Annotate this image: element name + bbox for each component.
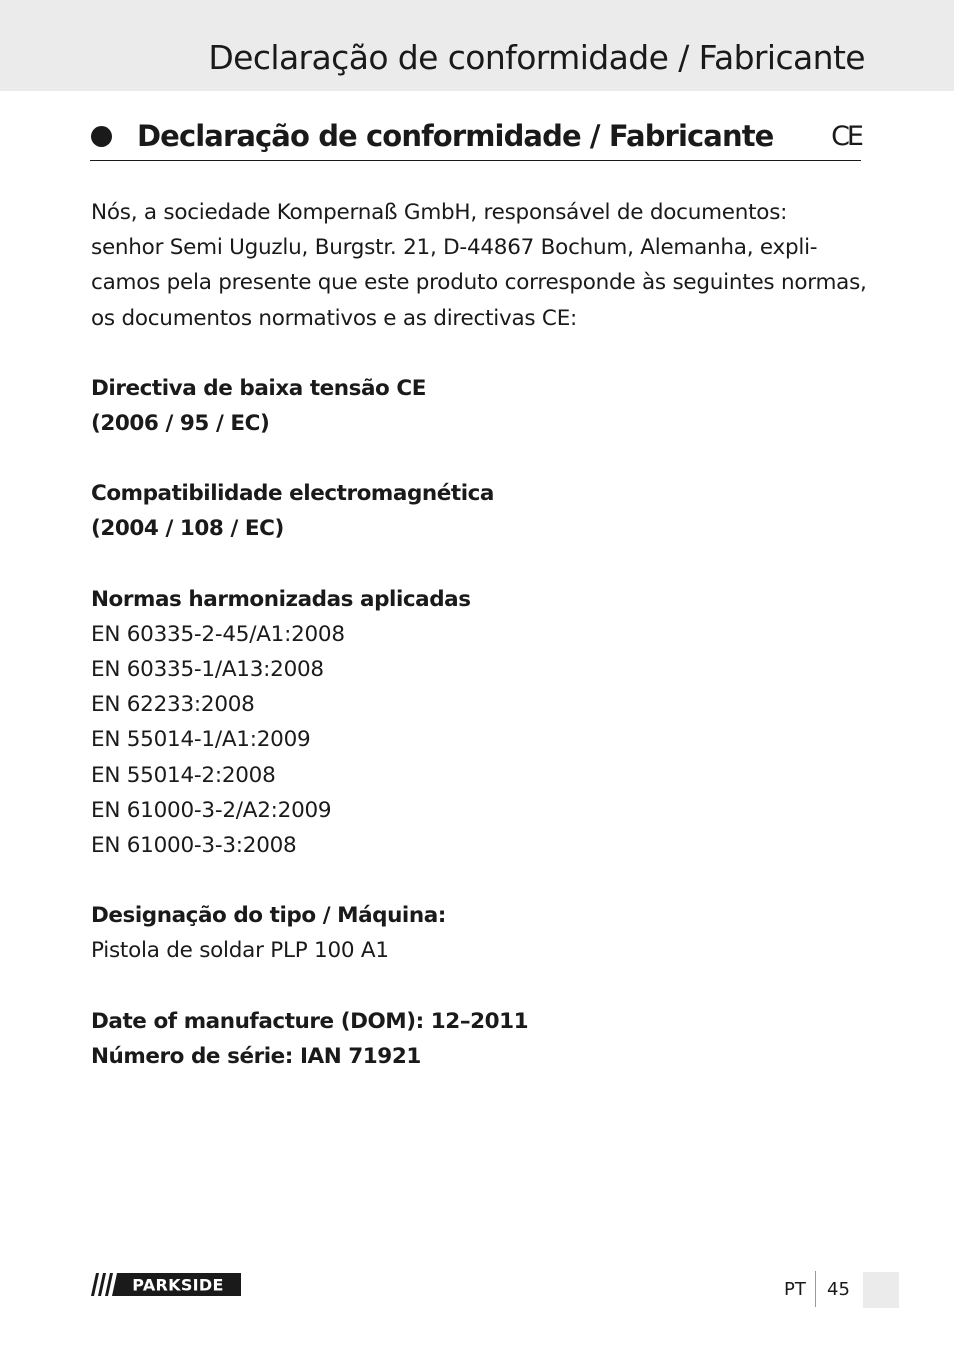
brand-text: PARKSIDE bbox=[132, 1275, 224, 1295]
designation-value: Pistola de soldar PLP 100 A1 bbox=[91, 938, 389, 964]
page-header-title: Declaração de conformidade / Fabricante bbox=[208, 38, 865, 77]
emc-code: (2004 / 108 / EC) bbox=[91, 516, 284, 542]
section-title: Declaração de conformidade / Fabricante bbox=[137, 119, 774, 153]
standard-item: EN 60335-1/A13:2008 bbox=[91, 657, 324, 683]
language-code: PT bbox=[784, 1279, 806, 1300]
intro-line: os documentos normativos e as directivas CE: bbox=[91, 305, 578, 331]
bullet-icon bbox=[91, 126, 112, 147]
standard-item: EN 55014-2:2008 bbox=[91, 762, 276, 788]
ce-mark-icon: CE bbox=[831, 121, 861, 152]
declaration-content bbox=[91, 195, 871, 1074]
designation-label: Designação do tipo / Máquina: bbox=[91, 903, 446, 929]
standard-item: EN 62233:2008 bbox=[91, 692, 255, 718]
standard-item: EN 61000-3-3:2008 bbox=[91, 833, 297, 859]
intro-line: senhor Semi Uguzlu, Burgstr. 21, D-44867 Bochum, Alemanha, expli- bbox=[91, 235, 818, 261]
page-tab-marker bbox=[863, 1272, 899, 1308]
section-heading bbox=[90, 118, 861, 161]
lvd-heading: Directiva de baixa tensão CE bbox=[91, 375, 426, 401]
intro-line: camos pela presente que este produto corresponde às seguintes normas, bbox=[91, 270, 867, 296]
page-number: 45 bbox=[827, 1279, 850, 1300]
emc-heading: Compatibilidade electromagnética bbox=[91, 481, 494, 507]
serial-number: Número de série: IAN 71921 bbox=[91, 1043, 421, 1069]
manufacture-date: Date of manufacture (DOM): 12–2011 bbox=[91, 1008, 529, 1034]
standard-item: EN 61000-3-2/A2:2009 bbox=[91, 797, 332, 823]
standards-heading: Normas harmonizadas aplicadas bbox=[91, 586, 471, 612]
parkside-logo bbox=[91, 1273, 241, 1296]
lvd-code: (2006 / 95 / EC) bbox=[91, 411, 270, 437]
standard-item: EN 55014-1/A1:2009 bbox=[91, 727, 311, 753]
intro-line: Nós, a sociedade Kompernaß GmbH, responsável de documentos: bbox=[91, 200, 788, 225]
footer-divider bbox=[815, 1271, 816, 1307]
header-band bbox=[0, 0, 954, 91]
standard-item: EN 60335-2-45/A1:2008 bbox=[91, 621, 345, 647]
